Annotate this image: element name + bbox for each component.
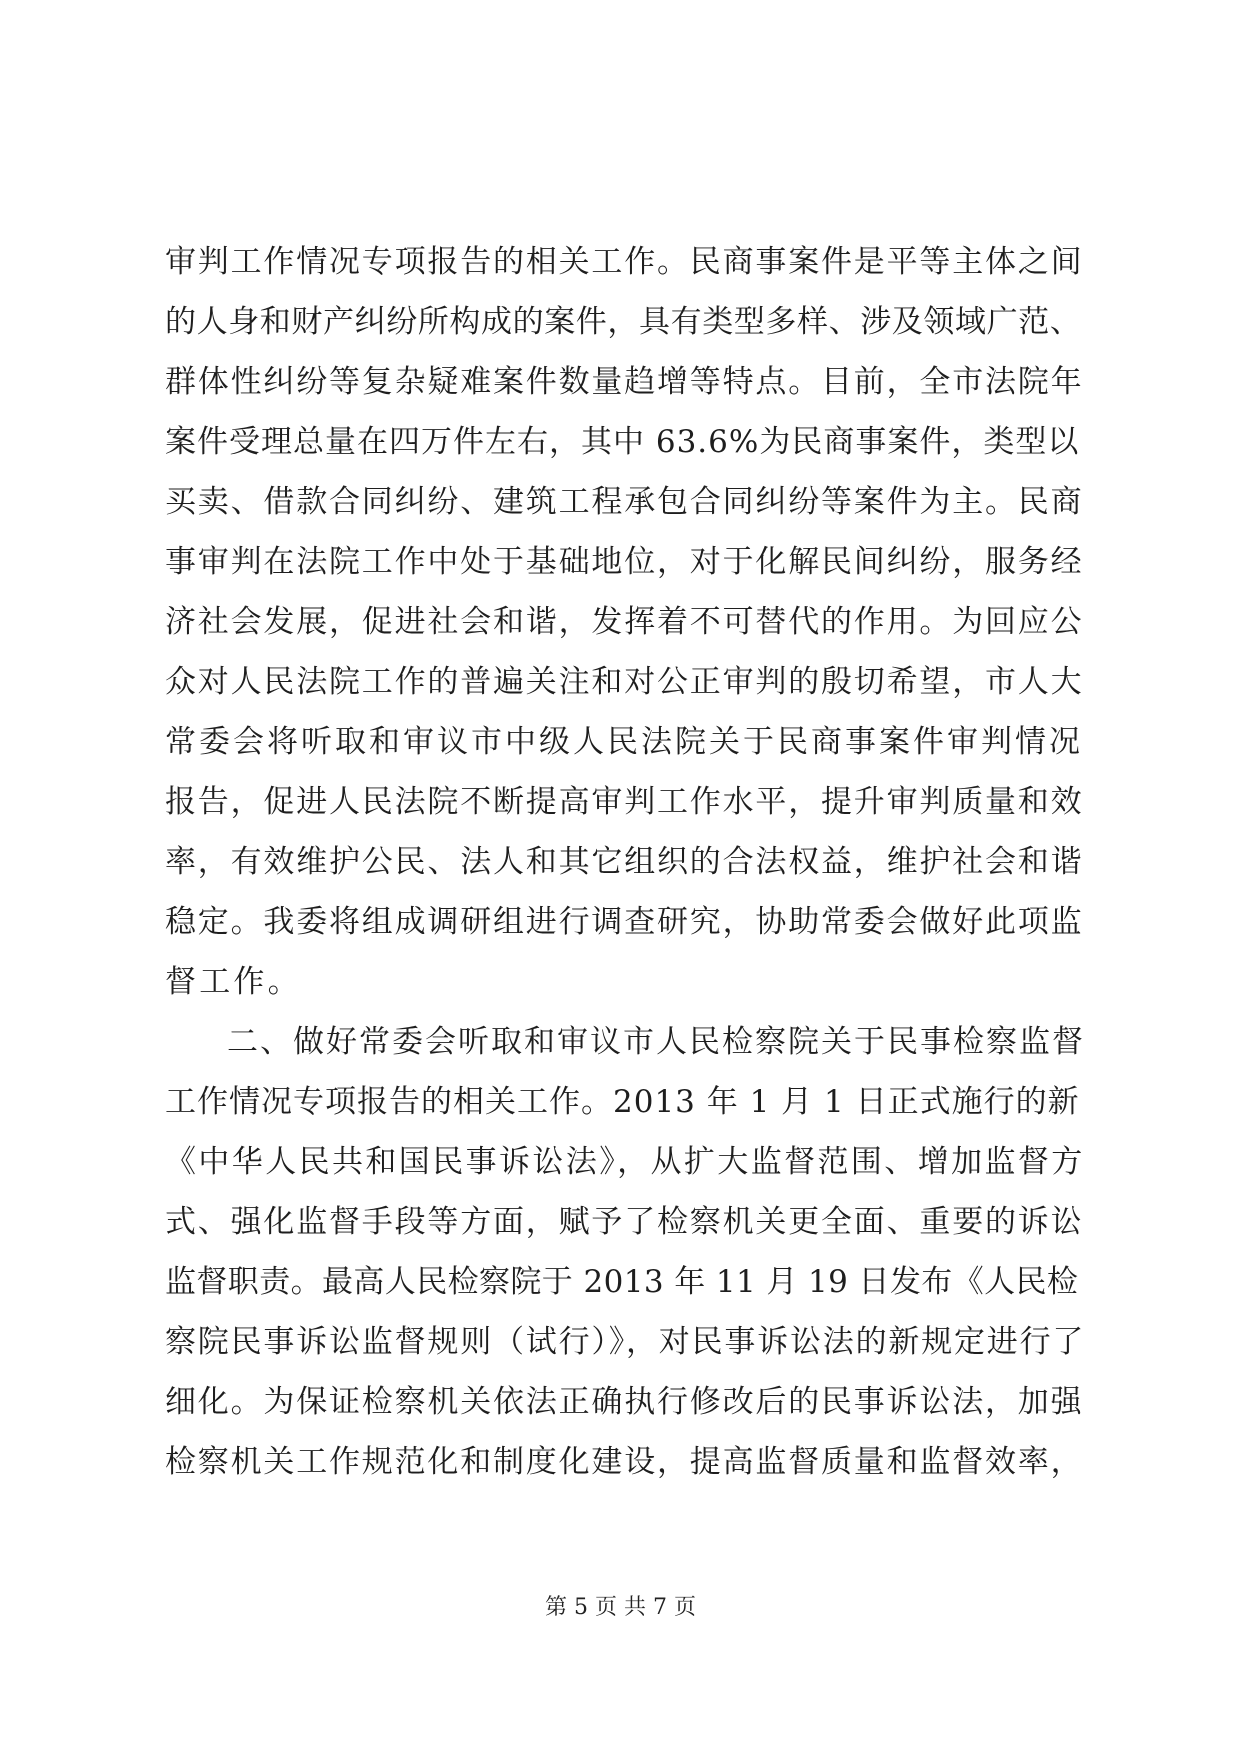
text-line: 察院民事诉讼监督规则（试行）》，对民事诉讼法的新规定进行了 [165, 1324, 1086, 1360]
text-line: 式、强化监督手段等方面，赋予了检察机关更全面、重要的诉讼 [165, 1204, 1084, 1240]
text-line: 稳定。我委将组成调研组进行调查研究，协助常委会做好此项监 [165, 904, 1084, 940]
text-line: 率，有效维护公民、法人和其它组织的合法权益，维护社会和谐 [165, 844, 1084, 880]
text-line: 买卖、借款合同纠纷、建筑工程承包合同纠纷等案件为主。民商 [165, 484, 1084, 520]
text-line: 众对人民法院工作的普遍关注和对公正审判的殷切希望，市人大 [165, 664, 1084, 700]
text-line: 济社会发展，促进社会和谐，发挥着不可替代的作用。为回应公 [165, 604, 1084, 640]
text-line: 事审判在法院工作中处于基础地位，对于化解民间纠纷，服务经 [165, 544, 1084, 580]
paragraph-start-line: 二、做好常委会听取和审议市人民检察院关于民事检察监督 [227, 1024, 1085, 1060]
text-line: 检察机关工作规范化和制度化建设，提高监督质量和监督效率， [165, 1444, 1084, 1480]
text-line: 案件受理总量在四万件左右，其中 63.6%为民商事案件，类型以 [165, 424, 1080, 460]
text-line: 群体性纠纷等复杂疑难案件数量趋增等特点。目前，全市法院年 [165, 364, 1084, 400]
text-line: 工作情况专项报告的相关工作。2013 年 1 月 1 日正式施行的新 [165, 1084, 1080, 1120]
text-line: 监督职责。最高人民检察院于 2013 年 11 月 19 日发布《人民检 [165, 1264, 1079, 1300]
text-line: 审判工作情况专项报告的相关工作。民商事案件是平等主体之间 [165, 244, 1084, 280]
text-line: 常委会将听取和审议市中级人民法院关于民商事案件审判情况 [165, 724, 1083, 760]
text-line: 督工作。 [165, 964, 302, 1000]
text-line: 细化。为保证检察机关依法正确执行修改后的民事诉讼法，加强 [165, 1384, 1084, 1420]
text-line: 《中华人民共和国民事诉讼法》，从扩大监督范围、增加监督方 [165, 1144, 1085, 1180]
text-line: 报告，促进人民法院不断提高审判工作水平，提升审判质量和效 [165, 784, 1084, 820]
text-line: 的人身和财产纠纷所构成的案件，具有类型多样、涉及领域广范、 [165, 304, 1082, 340]
page-footer: 第 5 页 共 7 页 [545, 1595, 696, 1620]
body-text [165, 232, 1085, 1492]
